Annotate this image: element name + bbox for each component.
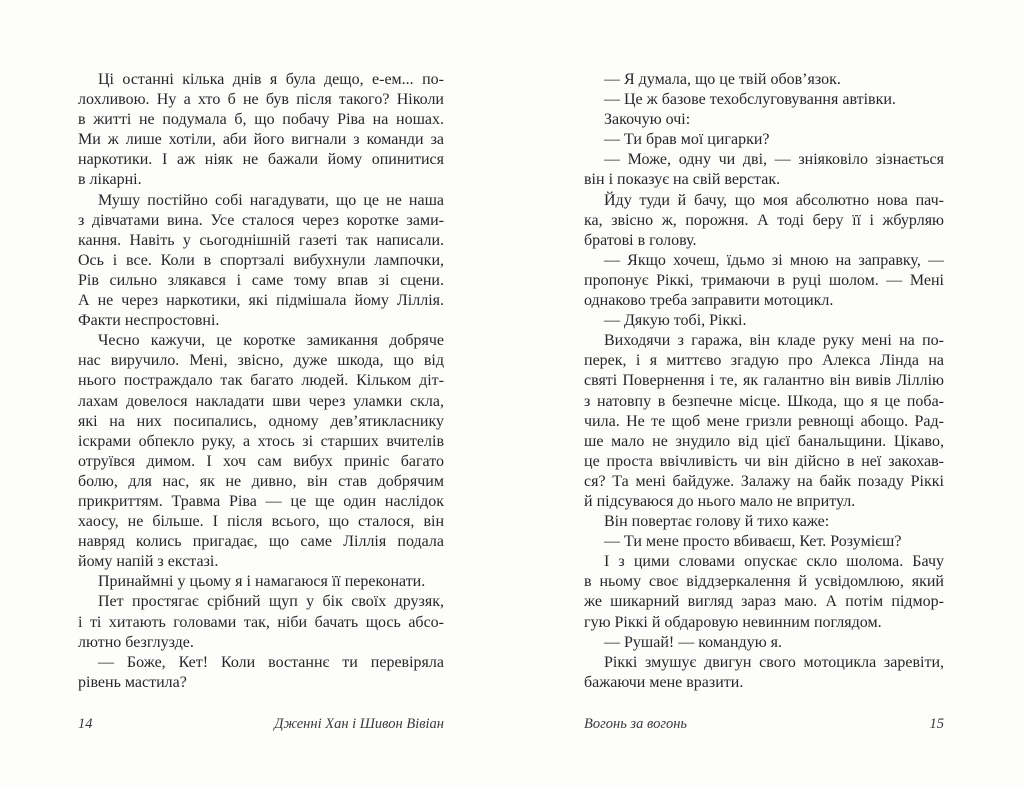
text-line: з дівчатами вина. Усе сталося через коротке зами- [78,211,444,229]
text-line: це проста ввічливість чи він дійсно в неї закохав- [584,452,944,470]
paragraph [584,311,944,331]
paragraph [584,150,944,190]
left-running-title: Дженні Хан і Шивон Вівіан [274,716,444,732]
text-line: А не через наркотики, які підмішала йому Ліллія. [78,292,444,310]
left-page-text [78,70,444,693]
paragraph [78,653,444,693]
text-line: — Може, одну чи дві, — зніяковіло зізнається [604,151,944,169]
text-line: прикриттям. Травма Ріва — це ще один наслідок [78,492,444,510]
paragraph [584,110,944,130]
text-line: пропонує Ріккі, тримаючи в руці шолом. — Мені [584,271,944,289]
paragraph [78,331,444,572]
right-page-number: 15 [929,716,944,732]
paragraph [584,70,944,90]
text-line: які на них посипались, одному дев’ятикласнику [78,412,444,430]
text-line: — Ти мене просто вбиваєш, Кет. Розумієш? [604,533,902,551]
text-line: в лікарні. [78,171,142,189]
paragraph [584,130,944,150]
text-line: братові в голову. [584,231,697,249]
text-line: Принаймні у цьому я і намагаюся її переконати. [98,573,426,591]
text-line: хаосу, не більше. І після всього, що сталося, він [78,513,444,531]
text-line: — Боже, Кет! Коли востаннє ти перевіряла [98,653,444,671]
text-line: — Я думала, що це твій обов’язок. [604,71,841,88]
text-line: ся? Та мені байдуже. Залажу на байк позаду Ріккі [584,472,944,490]
text-line: і ті хитають головами так, ніби бачать щось абсо- [78,613,444,631]
text-line: Він повертає голову й тихо каже: [604,513,830,531]
text-line: нього постраждало так багато людей. Кільком діт- [78,372,444,390]
text-line: Мушу постійно собі нагадувати, що це не наша [98,191,444,209]
left-page-number: 14 [78,716,93,732]
paragraph [584,512,944,532]
text-line: Ріккі змушує двигун свого мотоцикла заревіти, [604,653,944,671]
text-line: Ці останні кілька днів я була дещо, е-ем... по- [98,71,444,88]
paragraph [584,331,944,512]
paragraph [78,191,444,332]
right-page-footer [584,716,944,733]
text-line: з натовпу в безпечне місце. Шкода, що я це поба- [584,392,944,410]
text-line: Ось і все. Коли в спортзалі вибухнули лампочки, [78,251,444,269]
text-line: Чесно кажучи, це коротке замикання добряче [98,332,444,350]
text-line: отруївся димом. І хоч сам вибух приніс багато [78,452,444,470]
text-line: Рів сильно злякався і саме тому впав зі сцени. [78,271,444,289]
text-line: він і показує на свій верстак. [584,171,781,189]
paragraph [584,191,944,251]
text-line: — Ти брав мої цигарки? [604,131,770,149]
right-page-text [584,70,944,693]
text-line: — Рушай! — командую я. [604,633,782,651]
paragraph [78,70,444,191]
paragraph [584,90,944,110]
paragraph [78,592,444,652]
text-line: болю, для нас, як не дивно, він став добрячим [78,472,444,490]
text-line: — Це ж базове техобслуговування автівки. [604,91,896,109]
paragraph [584,532,944,552]
text-line: Ми ж лише хотіли, аби його вигнали з команди за [78,131,444,149]
text-line: лютно безглузде. [78,633,194,651]
text-line: — Якщо хочеш, їдьмо зі мною на заправку, — [604,251,944,269]
text-line: Пет простягає срібний щуп у бік своїх друзяк, [98,593,444,611]
text-line: лахам довелося накладати шви через уламки скла, [78,392,444,410]
paragraph [584,552,944,632]
text-line: гую Ріккі й обдаровую невинним поглядом. [584,613,882,631]
text-line: рівень мастила? [78,673,187,691]
text-line: кання. Навіть у сьогоднішній газеті так написали. [78,231,444,249]
text-line: Виходячи з гаража, він кладе руку мені на по- [604,332,944,350]
text-line: й підсуваюся до нього мало не впритул. [584,492,856,510]
text-line: нас виручило. Мені, звісно, дуже шкода, що від [78,352,444,370]
text-line: ка, звісно ж, порожня. А тоді беру її і жбурляю [584,211,944,229]
text-line: в ньому своє віддзеркалення й усвідомлюю, який [584,573,944,591]
text-line: святі Повернення і те, як галантно він вивів Ліллію [584,372,944,390]
left-page-footer [78,716,444,733]
text-line: лохливою. Ну а хто б не був після такого? Ніколи [78,91,444,109]
text-line: в житті не подумала б, що побачу Ріва на ношах. [78,111,444,129]
text-line: — Дякую тобі, Ріккі. [604,312,747,330]
paragraph [78,572,444,592]
text-line: перек, і я миттєво згадую про Алекса Лінда на [584,352,944,370]
text-line: ше мало не знудило від цієї банальщини. Цікаво, [584,432,944,450]
text-line: Факти неспростовні. [78,312,220,330]
text-line: Закочую очі: [604,111,691,129]
text-line: однаково треба заправити мотоцикл. [584,292,834,310]
paragraph [584,633,944,653]
text-line: же шикарний вигляд зараз маю. А потім підмор- [584,593,944,611]
right-running-title: Вогонь за вогонь [584,716,688,732]
text-line: іскрами обпекло руку, а хтось зі старших вчителів [78,432,444,450]
text-line: наркотики. І аж ніяк не бажали йому опинитися [78,151,444,169]
text-line: йому напій з екстазі. [78,553,219,571]
text-line: Йду туди й бачу, що моя абсолютно нова пач- [604,191,944,209]
paragraph [584,251,944,311]
paragraph [584,653,944,693]
text-line: чила. Не те щоб мене гризли ревнощі абощо. Рад- [584,412,944,430]
text-line: І з цими словами опускає скло шолома. Бачу [604,553,944,571]
text-line: навряд колись пригадає, що саме Ліллія подала [78,533,444,551]
text-line: бажаючи мене вразити. [584,673,744,691]
